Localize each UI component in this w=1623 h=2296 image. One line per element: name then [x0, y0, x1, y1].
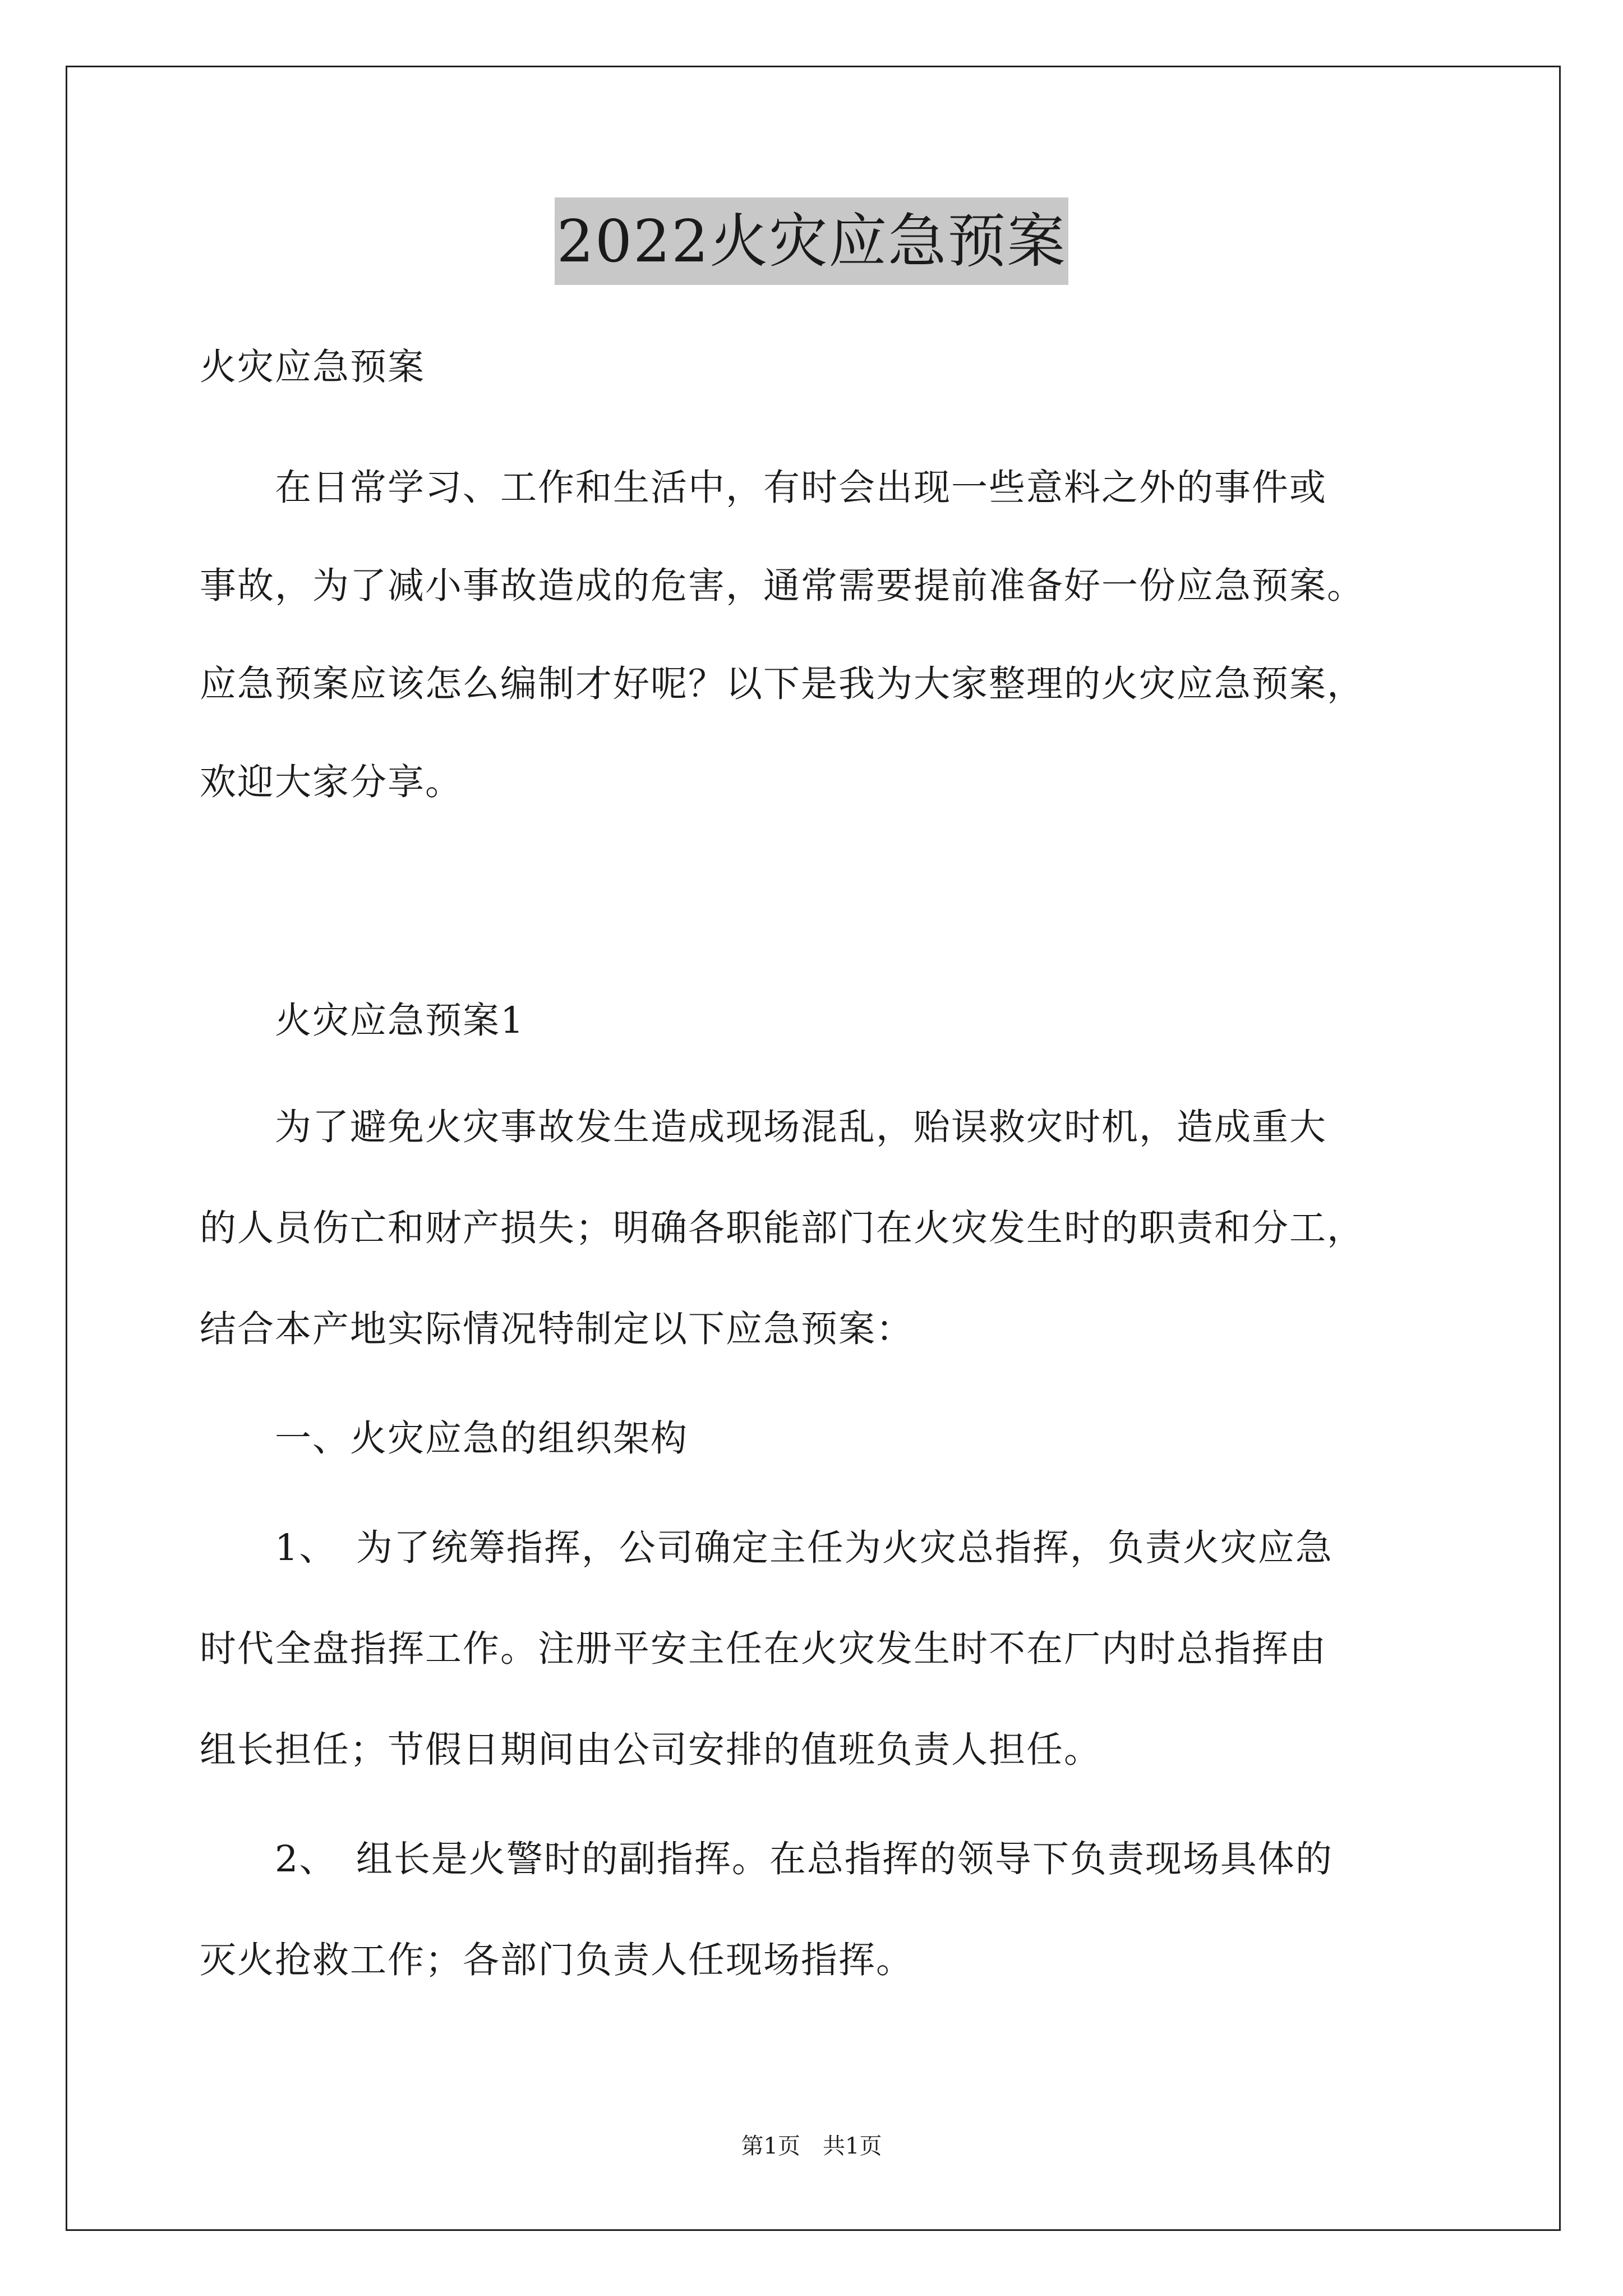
title-container: [0, 197, 1623, 285]
body-line: 火灾应急预案1: [200, 1000, 525, 1042]
document-title: 2022火灾应急预案: [555, 197, 1069, 285]
body-line: 火灾应急预案: [200, 346, 426, 388]
body-line: 组长担任；节假日期间由公司安排的值班负责人担任。: [200, 1729, 1102, 1771]
page-footer: 第1页 共1页: [741, 2133, 882, 2159]
body-line: 一、火灾应急的组织架构: [200, 1418, 689, 1460]
body-line: 2、 组长是火警时的副指挥。在总指挥的领导下负责现场具体的: [200, 1838, 1333, 1880]
body-line: 事故，为了减小事故造成的危害，通常需要提前准备好一份应急预案。: [200, 565, 1365, 607]
body-line: 灭火抢救工作；各部门负责人任现场指挥。: [200, 1939, 914, 1981]
body-line: 欢迎大家分享。: [200, 761, 463, 803]
body-line: 为了避免火灾事故发生造成现场混乱，贻误救灾时机，造成重大: [200, 1106, 1327, 1148]
body-line: 结合本产地实际情况特制定以下应急预案：: [200, 1308, 914, 1350]
body-line: 应急预案应该怎么编制才好呢？以下是我为大家整理的火灾应急预案，: [200, 663, 1365, 705]
body-line: 时代全盘指挥工作。注册平安主任在火灾发生时不在厂内时总指挥由: [200, 1628, 1327, 1670]
body-line: 的人员伤亡和财产损失；明确各职能部门在火灾发生时的职责和分工，: [200, 1207, 1365, 1249]
body-line: 1、 为了统筹指挥，公司确定主任为火灾总指挥，负责火灾应急: [200, 1527, 1333, 1569]
body-line: 在日常学习、工作和生活中，有时会出现一些意料之外的事件或: [200, 467, 1327, 509]
